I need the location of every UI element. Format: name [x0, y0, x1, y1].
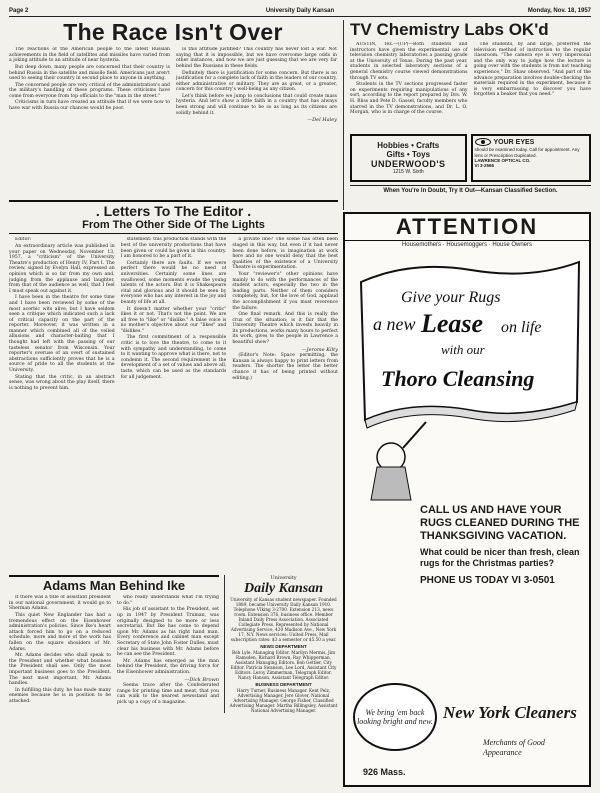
rug-illustration [351, 252, 583, 502]
race-paragraph: Is this attitude justified? This country has never lost a war. Not saying that it is impossible, but we have overcome large odds in other instances, and now we are just guessing that we are very far behind the Russians in these fields. [176, 47, 337, 69]
news-department-staff: Bob Lyle, Managing Editor. Marilyn Mermis, Jim Ramsden, Richard Brown, Ray Whipperman, Assistant Managing Editors. Bob Gettler, City Editor. Patricia Swanson, Lee Lord, Assistant City Editors. Leroy Zimmerman, Telegraph Editor. Nancy Hanson, Assistant Telegraph Editor. [230, 650, 337, 680]
letter-paragraph: Editor: [15, 237, 32, 243]
race-paragraph: But deep down, many people are concerned that their country is behind Russia in the satellite and missile field. Americans just aren't used to seeing their country in second place to anyone in anything. [9, 64, 170, 82]
kansan-staff-box [224, 575, 338, 713]
christmas-question: What could be nicer than fresh, clean rugs for the Christmas parties? [420, 547, 580, 568]
letters-section [9, 200, 338, 572]
optical-ad-headline: YOUR EYES [493, 139, 535, 146]
letters-headline: . Letters To The Editor . [95, 203, 252, 219]
business-department-staff: Harry Turner, Business Manager. Kent Pelz, Advertising Manager. Jere Glover, National Advertising Manager. George Fisher, Classified Advertising Manager. Martha Billingsley, Assistant National Advertising Manager. [229, 688, 338, 713]
tv-paragraph: AUSTIN, Tex.—(UP)—Both students and instructors have given the experimental use of television chemistry laboratories a passing grade at the University of Texas. During the past year, students in selected laboratory sections of a general chemistry course viewed demonstrations through TV sets. [350, 42, 468, 81]
cleaners-ad [343, 212, 591, 787]
call-us-text: CALL US AND HAVE YOUR RUGS CLEANED DURING THE THANKSGIVING VACATION. [420, 504, 580, 542]
sign-line-2: a new [373, 314, 416, 334]
merchants-slogan: Merchants of Good Appearance [483, 738, 545, 757]
letters-column-1 [9, 237, 115, 572]
adams-paragraph: Mr. Adams decides who shall speak to the President and whether what business the President shall see. Only the most important business goes to the President. The next most important, Mr. Adams handles. [9, 653, 111, 687]
race-paragraph: The concerned people are very critical of the administration's and the military's handling of these programs. These criticisms have come from everyone from top officials to the "man in the street." [9, 82, 170, 99]
hobbies-ad [350, 134, 467, 182]
sign-line-4: with our [441, 342, 485, 357]
kansan-logo: Daily Kansan [244, 581, 323, 596]
tv-headline: TV Chemistry Labs OK'd [350, 20, 549, 39]
adams-headline: Adams Man Behind Ike [9, 575, 219, 593]
editors-note: (Editor's Note: Space permitting, the Kansan is always happy to print letters from readers. The shorter the letter the better chance it has of being printed without editing.) [232, 353, 338, 381]
adams-column-1 [9, 595, 111, 793]
letter-paragraph: An extraordinary article was published in your paper on Wednesday, November 13, 1957, a "criticism" of the University Theatre's production of Henry IV, Part I. The review, signed by Evelyn Hall, expressed an opinion which is so far from my own and, judging from the applause and laughter, from that of the audience as well, that I feel I must speak out against it. [9, 243, 115, 294]
adams-paragraph: Mr. Adams has emerged as the man behind the President, the driving force for the Eisenhower administration. [117, 658, 219, 676]
adams-paragraph: His job of assistant to the President, set up in 1947 by President Truman, was originally designed to be more or less secretarial. But Ike has come to depend upon Mr. Adams as his right hand man. Every conference and cabinet man except Secretary of State John Foster Dulles, must clear his business with Mr. Adams before he can see the President. [117, 607, 219, 658]
race-paragraph: Definitely there is justification for some concern. But there is no justification for a complete lack of faith in the leaders of our country, either administrative or military. They are as great, or a greater, concern for this country's well-being as any citizen. [176, 70, 337, 93]
adams-article [9, 575, 219, 793]
sign-brand: Thoro Cleansing [381, 366, 535, 391]
race-column-2 [176, 47, 337, 124]
race-signature: —Del Haley [307, 117, 337, 124]
news-department-label: NEWS DEPARTMENT [260, 644, 307, 649]
letters-subhead: From The Other Side Of The Lights [82, 219, 265, 232]
hobbies-ad-address: 1215 W. Sixth [392, 169, 424, 175]
letters-column-3 [232, 237, 338, 572]
adams-paragraph: In fulfilling this duty, he has made many enemies because he is in position to be attacked. [9, 687, 111, 704]
adams-paragraph: who really understands what I'm trying to do." [117, 595, 219, 606]
race-column-1 [9, 47, 170, 124]
letter-paragraph: a private line? The scene has often been staged in this way, but even if it had never been done before, is imagination at work here and no one would deny that the best qualities of the existence of a University Theatre is experimentation. [232, 237, 338, 271]
paper-name: University Daily Kansan [265, 8, 335, 14]
hobbies-ad-store: UNDERWOOD'S [371, 159, 446, 169]
page-number: Page 2 [9, 8, 29, 14]
hobbies-ad-line1: Hobbies • Crafts [377, 141, 440, 150]
race-headline: The Race Isn't Over [63, 19, 283, 45]
letters-column-2 [121, 237, 227, 572]
letter-paragraph: The first commitment of a responsible critic is to love the theatre, to come to it with sympathy and understanding, to come to it wanting to approve what is there, not to condemn it. The second requirement is the development of a set of values and above all, taste, which can be used as the standards for all judgement. [120, 335, 227, 380]
race-paragraph: Criticisms in turn have created an attitude that if we were now to have war with Russia our chances would be poor. [9, 100, 170, 112]
phone-line: PHONE US TODAY VI 3-0501 [420, 575, 555, 586]
optical-ad-body: should be examined today. Call for appointment. Any lens or Prescription Duplicated. [474, 147, 580, 158]
bubble-slogan: We bring 'em back looking bright and new. [353, 683, 437, 751]
letter-paragraph: Stating that the critic, in an abstract sense, was wrong about the play itself, there is nothing to prevent him. [9, 374, 115, 391]
sign-line-1: Give your Rugs [401, 289, 501, 306]
business-department-label: BUSINESS DEPARTMENT [255, 682, 312, 687]
adams-paragraph: If there was a title of assistant president in our national government, it would go to Sherman Adams. [9, 595, 111, 612]
tv-column-1 [350, 42, 468, 130]
new-york-cleaners-logo [353, 683, 583, 779]
cleaners-store-name: New York Cleaners [443, 703, 577, 722]
kansan-logo-prefix: University [270, 575, 297, 581]
rug-sign-icon [351, 252, 587, 502]
letter-paragraph: Certainly there are faults. If we were perfect there would be no need of universities. Certainly some lines are swallowed, some moments evade the young talents of the actors. But it is Shakespeare vital and glorious and it should be seen by everyone who has any interest in the joy and beauty of life at all. [120, 260, 227, 305]
cleaners-address: 926 Mass. [363, 767, 406, 777]
tv-paragraph: The students, by and large, preferred the television method of instruction to the regular classroom. "The camera eye is very impersonal and the only way to judge how the lecture is going over with the students is from not teaching experience," Dr. Shaw observed. "And part of the advance preparation involves double-checking the materials required in the experiment, because it is very embarrassing to discover you have forgotten a beaker that you need." [473, 42, 591, 98]
editorial-race [9, 20, 344, 210]
letter-paragraph: One final remark. And this is really the crux of the situation; is it fair that the University Theatre which invests heavily in its productions, works many hours to perfect its work, gives to the people in Lawrence a beautiful show? [232, 312, 338, 346]
attention-subhead: Housemothers · Housemoggers · House Owners [401, 242, 533, 248]
adams-signature: —Dick Brown [184, 676, 219, 683]
classified-slogan: When You're In Doubt, Try It Out—Kansan Classified Section. [350, 185, 591, 194]
adams-paragraph: Seems trace after the Confederated range for printing time and meat, that you can walk to the nearest newsstand and pick up a copy of a magazine. [117, 683, 219, 705]
optical-ad-store: LAWRENCE OPTICAL CO. [474, 157, 531, 163]
tv-article [350, 20, 591, 210]
letter-paragraph: I have been in the theatre for some time and I have been reviewed by some of the most acerbic wits alive, but I have seldom seen a critique which indicated such a lack of critical capacity on the part of the reporter. Moreover, it was written in a manner which combined all of the veiled allusions and character-baiting that I thought had left with the passing of our tasteless senator from Wisconsin. Your reporter's overuse of an overt of sustained abstractions sufficiently proves that he is a source of pride to all the students at the University. [9, 295, 115, 374]
adams-column-2 [117, 595, 219, 793]
issue-date: Monday, Nov. 18, 1957 [527, 8, 591, 14]
hobbies-ad-line2: Gifts • Toys [386, 150, 431, 159]
race-paragraph: The reactions of the American people to the latest Russian achievements in the field of satellites and missiles have varied from a joking attitude to an attitude of near hysteria. [9, 47, 170, 64]
page-header [9, 8, 591, 17]
adams-paragraph: This quiet New Englander has had a tremendous effect on the Eisenhower administration's policies. Since Ike's heart attack forced him to go on a reduced schedule, more and more of the work has fallen on the square shoulders of Mr. Adams. [9, 613, 111, 652]
tv-column-2 [474, 42, 592, 130]
letter-signature: —Jerome Kilty [301, 346, 338, 353]
sign-line-3: on life [501, 319, 542, 336]
letter-paragraph: Your "reviewer's" other opinions have mainly to do with the performances of the student actors, especially the two in the leading parts. Neither of them considers completely, but, for the love of God, applaud the accomplishment if you must reverence the failure. [232, 271, 338, 311]
optical-ad-phone: VI 3-2566 [474, 163, 495, 169]
sign-lease: Lease [421, 309, 484, 338]
tv-paragraph: Students in the TV sections progressed faster on experiments requiring manipulations of any sort, according to the report prepared by Drs. W. H. Bliss and Pete D. Gassel, faculty members who starred in the TV demonstrations, and Dr. L. O. Morgan, who is in charge of the course. [350, 82, 468, 116]
optical-ad [471, 134, 592, 182]
letter-paragraph: statement: this production stands with the best of the university productions that have been given or could be given in this country. I am honored to be a part of it. [120, 237, 227, 260]
race-paragraph: Let's think before we jump to conclusions that could create mass hysteria. And let's show a little faith in a country that has always been strong and will continue to be so as long as its citizens are solidly behind it. [176, 93, 337, 116]
letter-paragraph: It doesn't matter whether your "critic" likes it or not. That's not the point. We are all free to "like" or "dislike." A false voice is no mother's objective about our "likes" and "dislikes." [120, 306, 227, 334]
kansan-info: University of Kansas student newspaper. Founded 1889, became University Daily Kansan 1910. Telephone VIking 3-2700. Extension 213, news room. Extension 376, business office. Member Inland Daily Press Association. Associated Collegiate Press. Represented by National Advertising Service, 420 Madison Ave., New York 17, N.Y. News services: United Press, Mail subscription rates: $3 a semester or $5.50 a year. [230, 597, 337, 642]
eye-icon [475, 138, 491, 147]
attention-headline: ATTENTION [345, 214, 589, 241]
